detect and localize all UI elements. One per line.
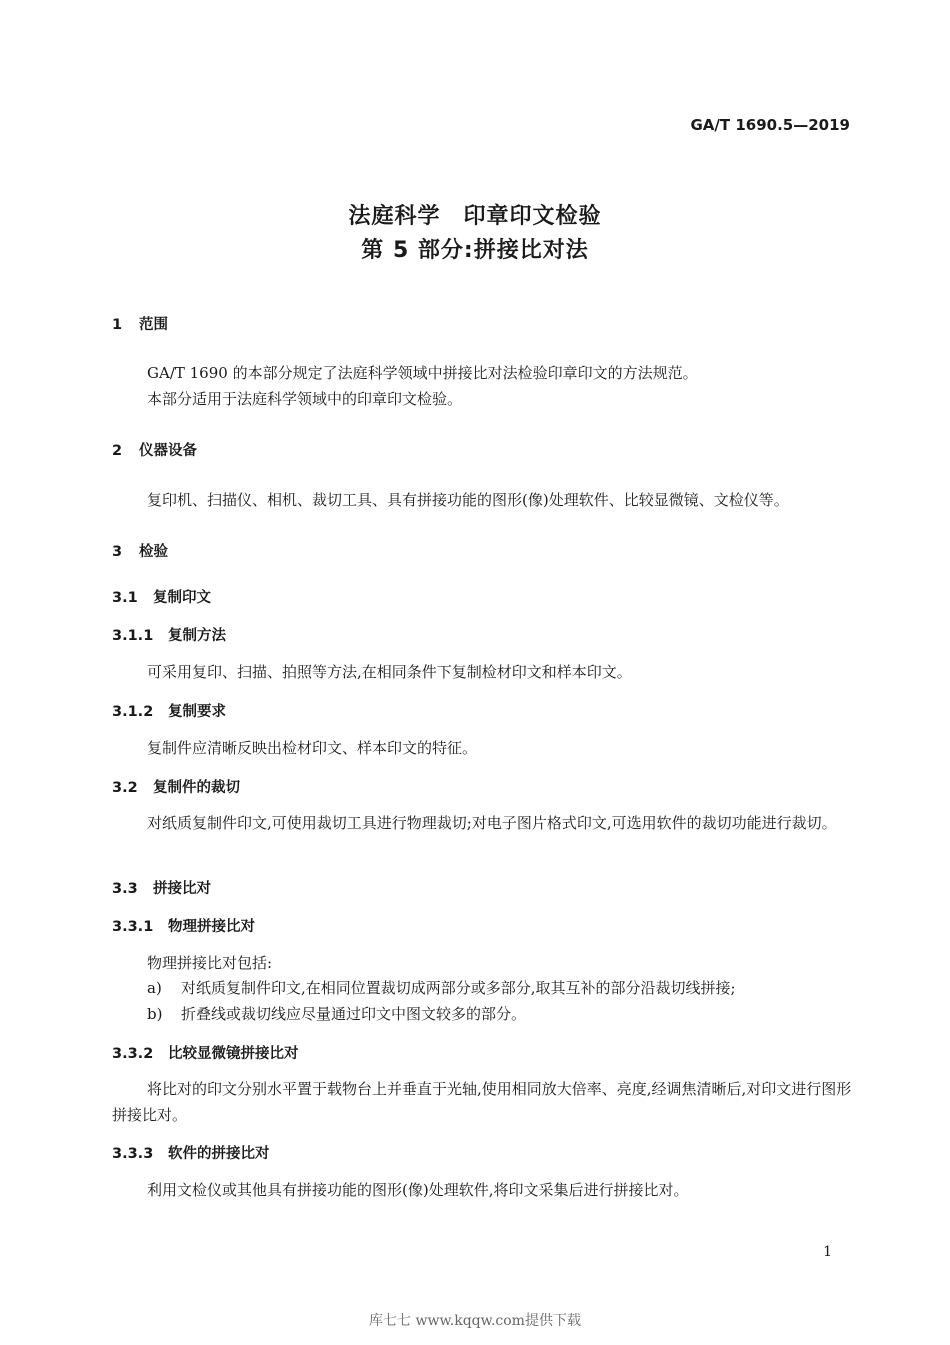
section-number: 3.2 xyxy=(112,780,138,796)
section-heading-3 xyxy=(112,540,168,561)
list-text: 折叠线或裁切线应尽量通过印文中图文较多的部分。 xyxy=(181,1005,527,1023)
section-number: 3.3 xyxy=(112,881,138,897)
list-label: a) xyxy=(147,979,162,997)
page-number: 1 xyxy=(823,1244,832,1260)
section-number: 3.1.2 xyxy=(112,704,154,720)
section-heading-3-1 xyxy=(112,586,211,607)
list-label: b) xyxy=(147,1005,163,1023)
list-item xyxy=(147,977,736,998)
section-title: 复制件的裁切 xyxy=(153,780,240,796)
list-text: 对纸质复制件印文,在相同位置裁切成两部分或多部分,取其互补的部分沿裁切线拼接; xyxy=(181,979,736,997)
paragraph: 对纸质复制件印文,可使用裁切工具进行物理裁切;对电子图片格式印文,可选用软件的裁切功能进行裁切。 xyxy=(147,814,837,832)
section-number: 3.1.1 xyxy=(112,628,154,644)
section-number: 3 xyxy=(112,544,123,560)
doc-title-line2: 第 5 部分:拼接比对法 xyxy=(361,238,589,263)
section-title: 检验 xyxy=(139,544,168,560)
doc-title-line1: 法庭科学 印章印文检验 xyxy=(348,204,602,229)
section-title: 范围 xyxy=(139,317,168,333)
section-title: 软件的拼接比对 xyxy=(168,1146,270,1162)
section-title: 比较显微镜拼接比对 xyxy=(168,1046,299,1062)
section-heading-3-3-3 xyxy=(112,1142,270,1163)
section-number: 2 xyxy=(112,443,123,459)
list-item xyxy=(147,1003,526,1024)
section-title: 复制印文 xyxy=(153,590,211,606)
section-heading-3-2 xyxy=(112,776,240,797)
section-heading-2 xyxy=(112,439,197,460)
paragraph: 复印机、扫描仪、相机、裁切工具、具有拼接功能的图形(像)处理软件、比较显微镜、文检仪等。 xyxy=(147,491,789,509)
footer-watermark: 库七七 www.kqqw.com提供下载 xyxy=(369,1313,581,1329)
section-number: 1 xyxy=(112,317,123,333)
section-title: 复制方法 xyxy=(168,628,226,644)
section-title: 复制要求 xyxy=(168,704,226,720)
section-heading-3-1-1 xyxy=(112,624,226,645)
section-heading-3-3 xyxy=(112,877,211,898)
section-heading-3-1-2 xyxy=(112,700,226,721)
paragraph: 可采用复印、扫描、拍照等方法,在相同条件下复制检材印文和样本印文。 xyxy=(147,663,632,681)
section-number: 3.1 xyxy=(112,590,138,606)
paragraph: 本部分适用于法庭科学领域中的印章印文检验。 xyxy=(147,390,463,408)
section-number: 3.3.1 xyxy=(112,919,154,935)
section-heading-3-3-1 xyxy=(112,915,255,936)
paragraph: GA/T 1690 的本部分规定了法庭科学领域中拼接比对法检验印章印文的方法规范。 xyxy=(147,364,698,382)
section-title: 物理拼接比对 xyxy=(168,919,255,935)
section-number: 3.3.3 xyxy=(112,1146,154,1162)
section-heading-1 xyxy=(112,313,168,334)
section-title: 拼接比对 xyxy=(153,881,211,897)
section-title: 仪器设备 xyxy=(139,443,197,459)
section-number: 3.3.2 xyxy=(112,1046,154,1062)
section-heading-3-3-2 xyxy=(112,1042,299,1063)
paragraph: 利用文检仪或其他具有拼接功能的图形(像)处理软件,将印文采集后进行拼接比对。 xyxy=(147,1181,689,1199)
paragraph: 复制件应清晰反映出检材印文、样本印文的特征。 xyxy=(147,739,478,757)
standard-code: GA/T 1690.5—2019 xyxy=(690,116,850,134)
paragraph: 物理拼接比对包括: xyxy=(147,954,273,972)
paragraph: 将比对的印文分别水平置于载物台上并垂直于光轴,使用相同放大倍率、亮度,经调焦清晰后,对印文进行图形拼接比对。 xyxy=(112,1080,852,1124)
